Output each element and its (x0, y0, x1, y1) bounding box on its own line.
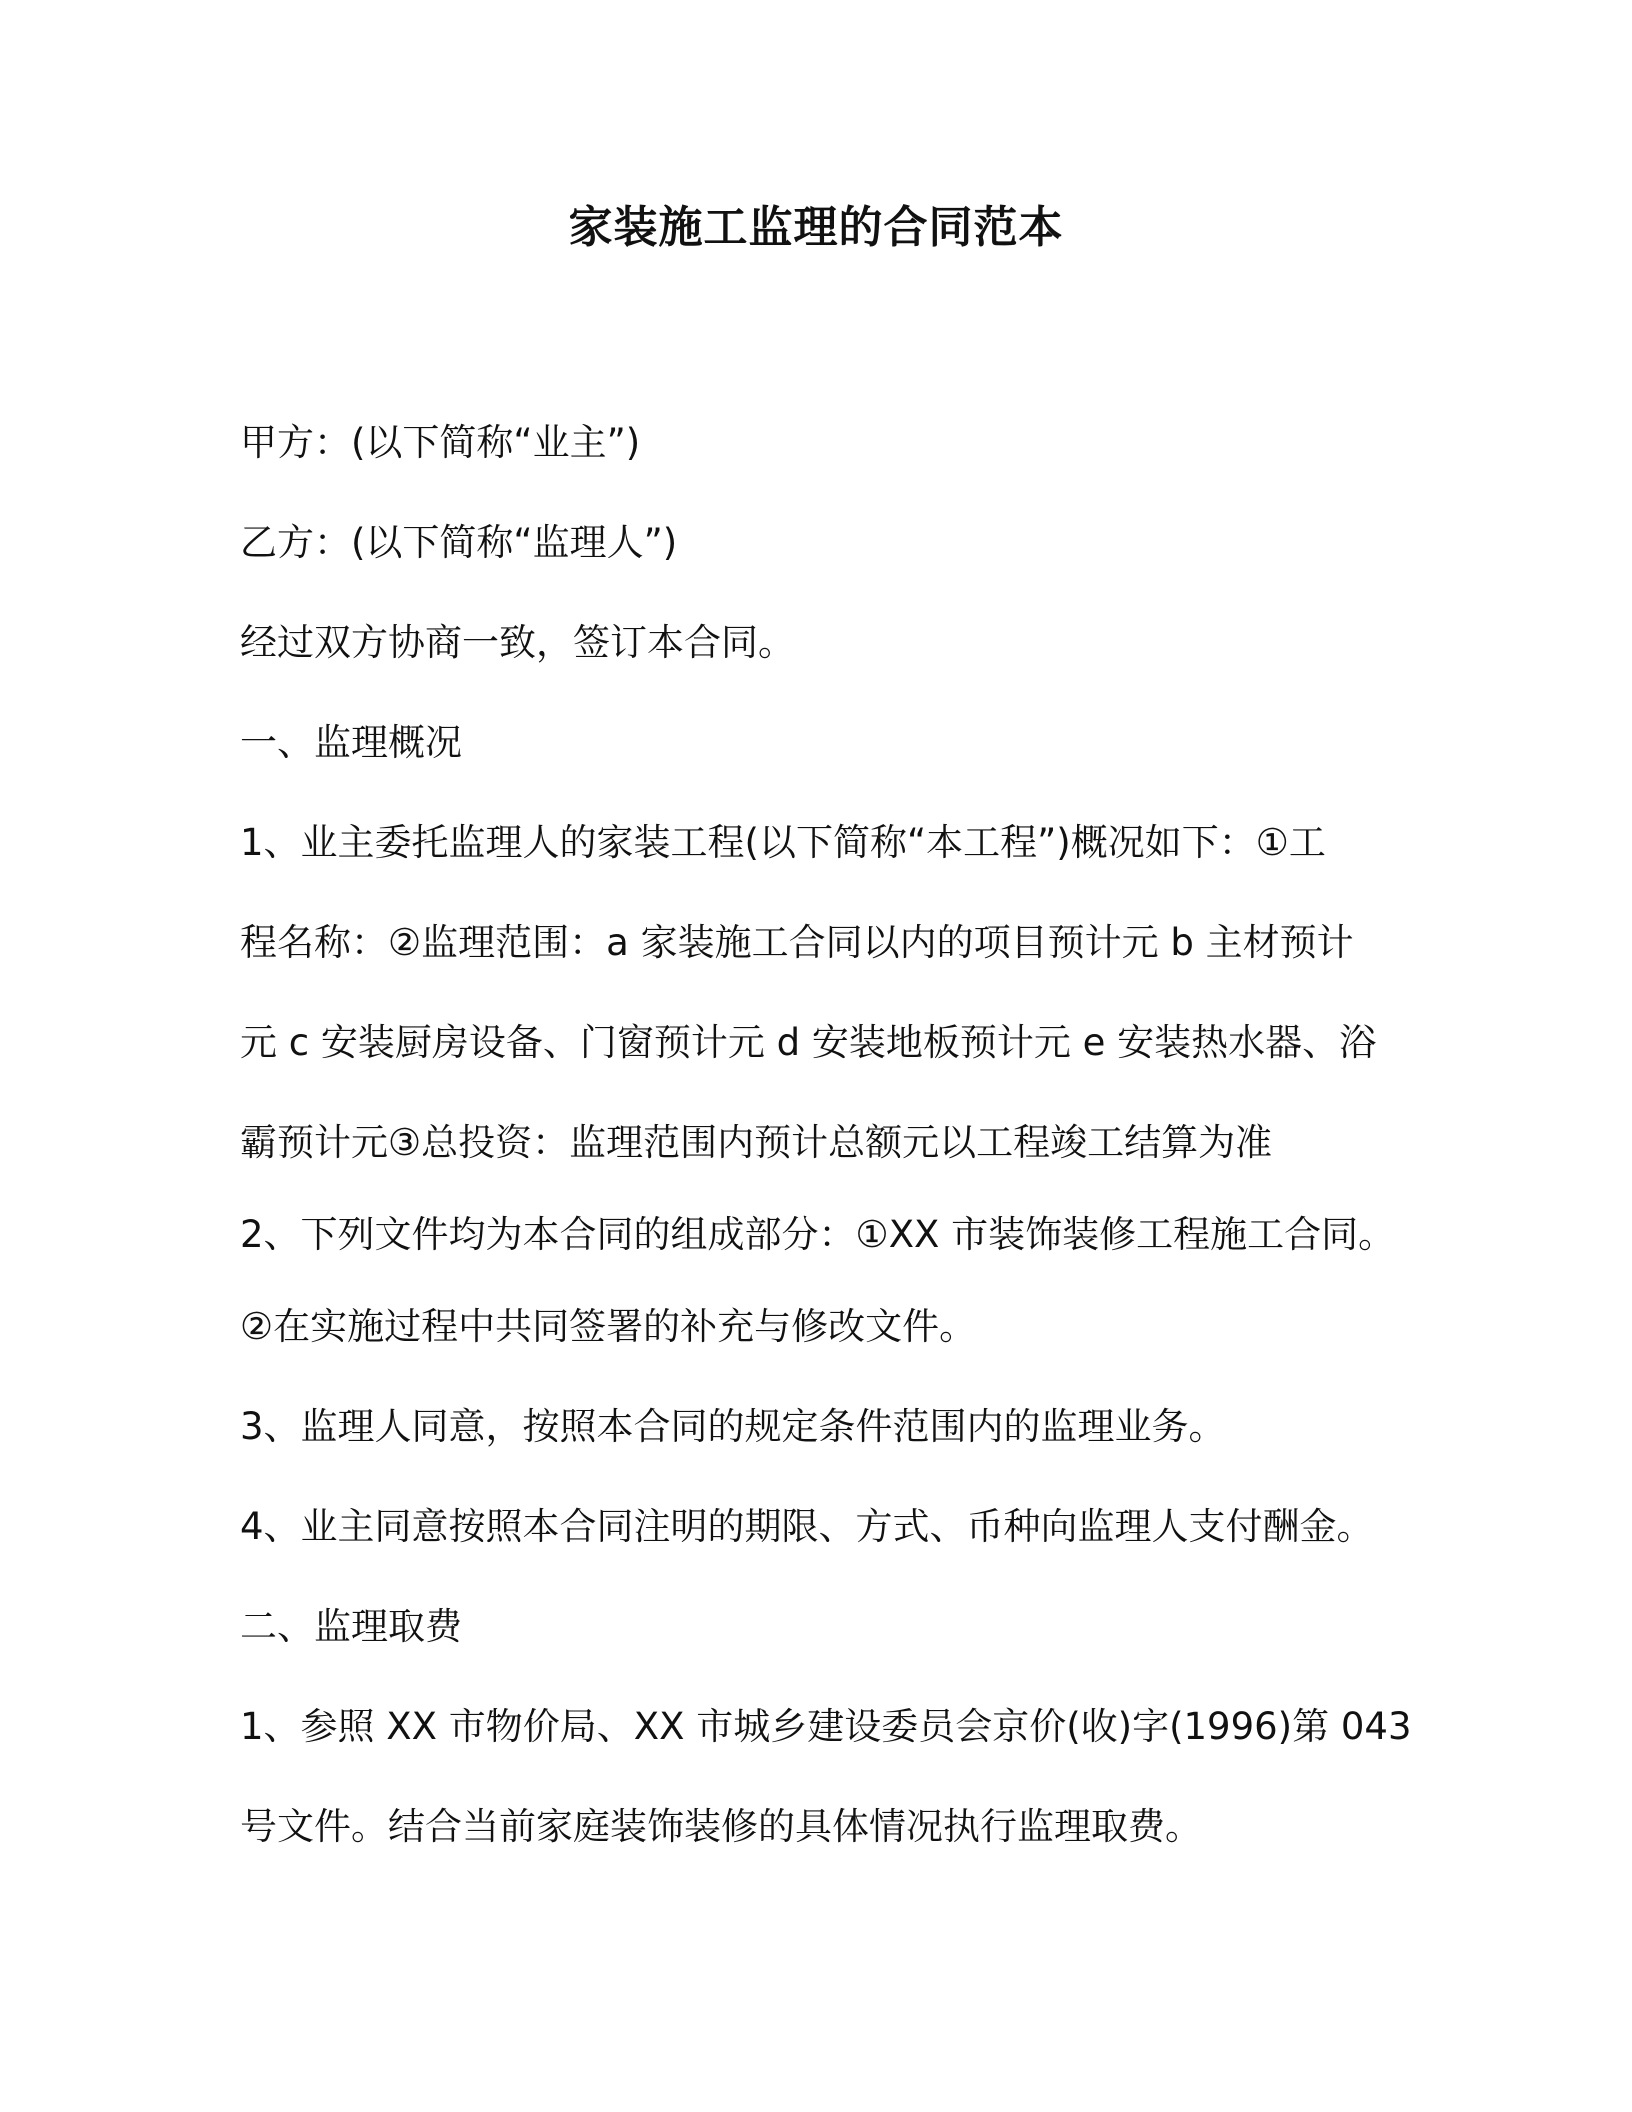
overview-item-4: 4、业主同意按照本合同注明的期限、方式、币种向监理人支付酬金。 (240, 1505, 1374, 1548)
paragraph-line: ②在实施过程中共同签署的补充与修改文件。 (240, 1305, 977, 1348)
paragraph-line: 1、参照 XX 市物价局、XX 市城乡建设委员会京价(收)字(1996)第 043 (240, 1705, 1412, 1748)
overview-item-1 (240, 818, 1392, 1168)
paragraph-line: 程名称：②监理范围：a 家装施工合同以内的项目预计元 b 主材预计 (240, 921, 1354, 964)
overview-item-2 (240, 1210, 1396, 1352)
paragraph-line: 霸预计元③总投资：监理范围内预计总额元以工程竣工结算为准 (240, 1121, 1273, 1164)
section-heading-fees: 二、监理取费 (240, 1605, 462, 1648)
document-body (240, 418, 1412, 1894)
paragraph-line: 元 c 安装厨房设备、门窗预计元 d 安装地板预计元 e 安装热水器、浴 (240, 1021, 1377, 1064)
fee-item-1 (240, 1702, 1412, 1852)
paragraph-line: 2、下列文件均为本合同的组成部分：①XX 市装饰装修工程施工合同。 (240, 1213, 1396, 1256)
document-title: 家装施工监理的合同范本 (568, 202, 1064, 253)
paragraph-line: 1、业主委托监理人的家装工程(以下简称“本工程”)概况如下：①工 (240, 821, 1326, 864)
overview-item-3: 3、监理人同意，按照本合同的规定条件范围内的监理业务。 (240, 1405, 1226, 1448)
intro-line: 经过双方协商一致，签订本合同。 (240, 621, 795, 664)
party-a-line: 甲方：(以下简称“业主”) (240, 421, 641, 464)
paragraph-line: 号文件。结合当前家庭装饰装修的具体情况执行监理取费。 (240, 1805, 1202, 1848)
section-heading-overview: 一、监理概况 (240, 721, 462, 764)
party-b-line: 乙方：(以下简称“监理人”) (240, 521, 678, 564)
